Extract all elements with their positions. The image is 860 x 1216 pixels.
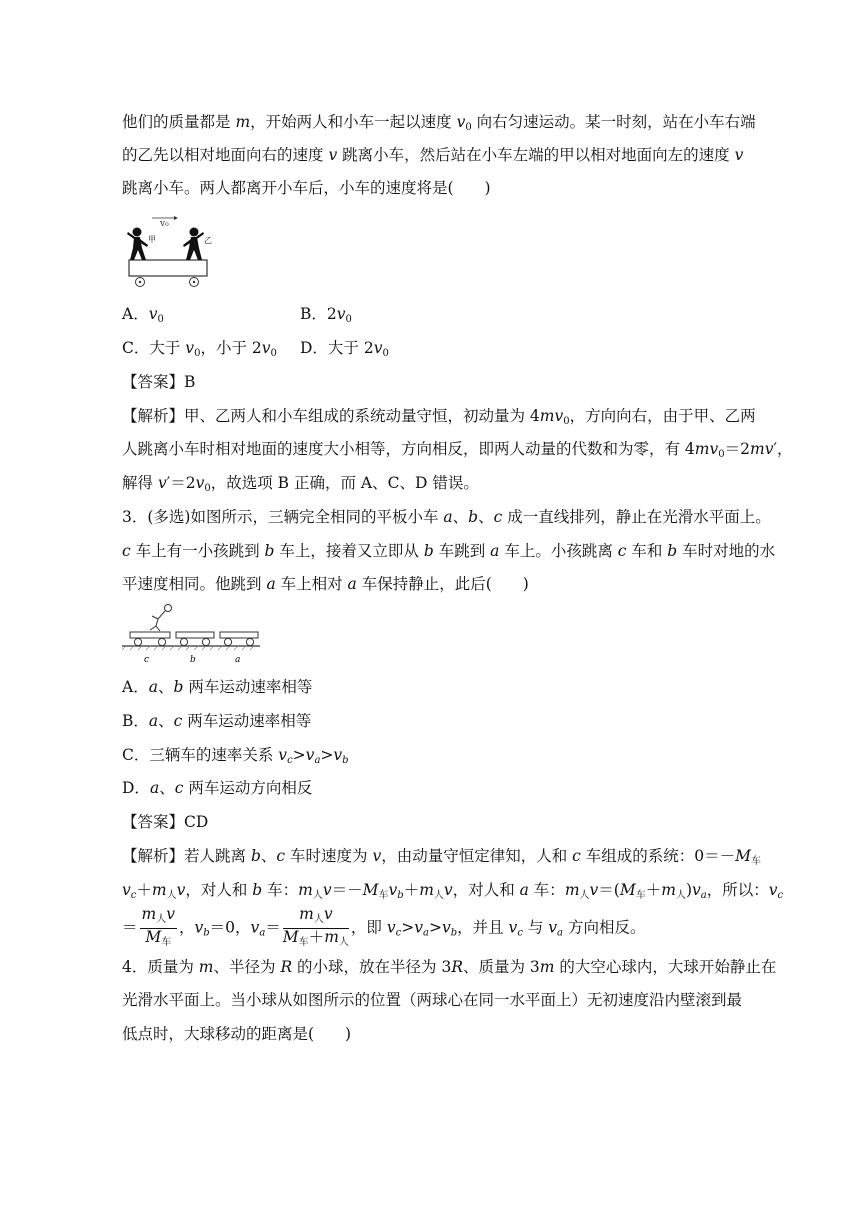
q3-option-a: A．a、b 两车运动速率相等 xyxy=(122,678,313,696)
svg-text:v₀: v₀ xyxy=(160,219,169,229)
q3-explanation-line-3: ＝ $\frac{m_人v}{M_车}$ ，$v_b=0$，$v_a=$ $\frac{m_人v}{M_车+m_人}$ ，即 $v_c>v_a>v_b$，并且 $v_c$ 与 $v_a$ 方向相反。 xyxy=(122,905,646,948)
q4-text-line-1: 4．质量为 m、半径为 R 的小球，放在半径为 3R、质量为 3m 的大空心球内，大球开始静止在 xyxy=(122,958,777,976)
q2-text-line-1: 他们的质量都是 m，开始两人和小车一起以速度 $v_0$ 向右匀速运动。某一时刻，站在小车右端 xyxy=(122,113,756,133)
q4-text-line-2: 光滑水平面上。当小球从如图所示的位置（两球心在同一水平面上）无初速度沿内壁滚到最 xyxy=(122,991,743,1009)
cart-a-label: a xyxy=(235,655,241,665)
jia-label: 甲 xyxy=(148,235,156,244)
cart-b-label: b xyxy=(190,655,196,665)
cart-c-label: c xyxy=(144,655,150,665)
q2-explanation-line-2: 人跳离小车时相对地面的速度大小相等，方向相反，即两人动量的代数和为零，有 $4mv_0=2mv'$， xyxy=(122,440,793,460)
q3-explanation-line-1: 【解析】若人跳离 b、c 车时速度为 v，由动量守恒定律知，人和 c 车组成的系统：$0=-M_车$ xyxy=(122,847,761,867)
q2-cart-figure xyxy=(122,210,214,290)
q3-text-line-2: c 车上有一小孩跳到 b 车上，接着又立即从 b 车跳到 a 车上。小孩跳离 c 车和 b 车时对地的水 xyxy=(122,542,776,560)
q4-text-line-3: 低点时，大球移动的距离是( ) xyxy=(122,1025,352,1043)
q2-text-line-3: 跳离小车。两人都离开小车后，小车的速度将是( ) xyxy=(122,179,491,197)
q3-option-d: D．a、c 两车运动方向相反 xyxy=(122,779,313,797)
q2-answer: 【答案】B xyxy=(122,373,196,391)
q2-text-line-2: 的乙先以相对地面向右的速度 v 跳离小车，然后站在小车左端的甲以相对地面向左的速度 v xyxy=(122,146,744,164)
q3-answer: 【答案】CD xyxy=(122,813,209,831)
q2-explanation-line-1: 【解析】甲、乙两人和小车组成的系统动量守恒，初动量为 $4mv_0$，方向向右，由于甲、乙两 xyxy=(122,407,756,427)
q3-text-line-1: 3．(多选)如图所示，三辆完全相同的平板小车 a、b、c 成一直线排列，静止在光滑水平面上。 xyxy=(122,508,771,526)
yi-label: 乙 xyxy=(204,236,212,245)
q3-option-c: C．三辆车的速率关系 $v_c>v_a>v_b$ xyxy=(122,746,349,766)
document-page: 他们的质量都是 m，开始两人和小车一起以速度 $v_0$ 向右匀速运动。某一时刻，站在小车右端 的乙先以相对地面向右的速度 v 跳离小车，然后站在小车左端的甲以相对地面向左的速度 v 跳离小车。两人都离开小车后，小车的速度将是( ) v₀ 甲 乙 A．$v_0$ B．$2v_0$ C．大于 $v_0$，小于 $2v_0$ D．大于 $2v_0$ 【答案】B 【解析】甲、乙两人和小车组成的系统动量守恒，初动量为 $4mv_0$，方向向右，由于甲、乙两 人跳离小车时相对地面的速度大小相等，方向相反，即两人动量的代数和为零，有 $4mv_0=2mv'$， 解得 $v'=2v_0$，故选项 B 正确，而 A、C、D 错误。 3．(多选)如图所示，三辆完全相同的平板小车 a、b、c 成一直线排列，静止在光滑水平面上。 c 车上有一小孩跳到 b 车上，接着又立即从 b 车跳到 a 车上。小孩跳离 c 车和 b 车时对地的水 平速度相同。他跳到 a 车上相对 a 车保持静止，此后( ) c b a A．a、b 两车运动速率相等 B．a、c 两车运动速率相等 C．三辆车的速率关系 $v_c>v_a>v_b$ D．a、c 两车运动方向相反 【答案】CD 【解析】若人跳离 b、c 车时速度为 v，由动量守恒定律知，人和 c 车组成的系统：$0=-M_车$ $v_c+m_人v$，对人和 b 车：$m_人v=-M_车v_b+m_人v$，对人和 a 车：$m_人v=(M_车+m_人)v_a$，所以：$v_c$ ＝ $\frac{m_人v}{M_车}$ ，$v_b=0$，$v_a=$ $\frac{m_人v}{M_车+m_人}$ ，即 $v_c>v_a>v_b$，并且 $v_c$ 与 $v_a$ 方向相反。 4．质量为 m、半径为 R 的小球，放在半径为 3R、质量为 3m 的大空心球内，大球开始静止在 光滑水平面上。当小球从如图所示的位置（两球心在同一水平面上）无初速度沿内壁滚到最 低点时，大球移动的距离是( ) xyxy=(122,113,793,1043)
q3-text-line-3: 平速度相同。他跳到 a 车上相对 a 车保持静止，此后( ) xyxy=(122,575,529,593)
q3-carts-figure xyxy=(122,602,262,666)
q3-option-b: B．a、c 两车运动速率相等 xyxy=(122,712,312,730)
q3-explanation-line-2: $v_c+m_人v$，对人和 b 车：$m_人v=-M_车v_b+m_人v$，对人和 a 车：$m_人v=(M_车+m_人)v_a$，所以：$v_c$ xyxy=(122,881,784,901)
q2-explanation-line-3: 解得 $v'=2v_0$，故选项 B 正确，而 A、C、D 错误。 xyxy=(122,474,479,494)
